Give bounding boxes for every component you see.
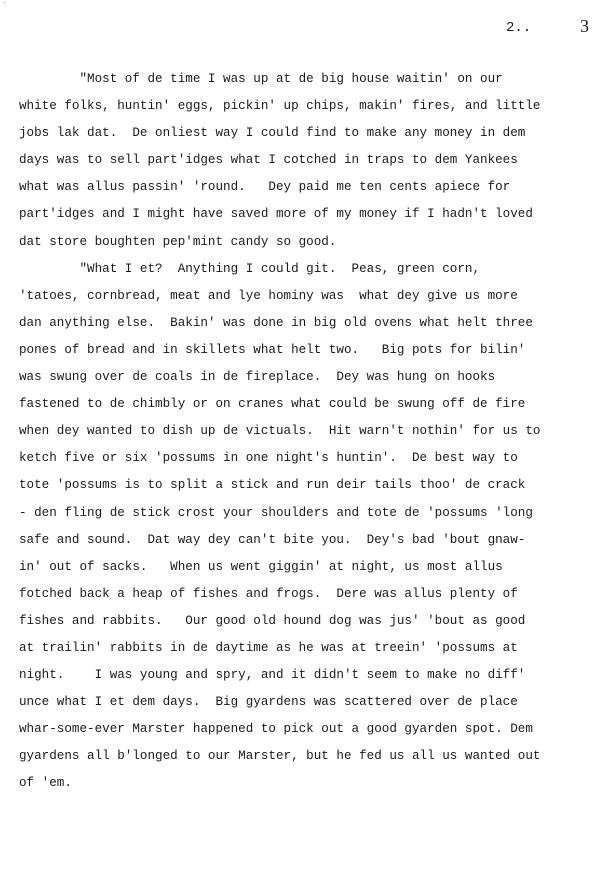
document-body	[19, 66, 579, 798]
text-line: fishes and rabbits. Our good old hound dog was jus' 'bout as good	[19, 613, 526, 628]
text-line: 'tatoes, cornbread, meat and lye hominy was what dey give us more	[19, 288, 518, 303]
text-line: days was to sell part'idges what I cotched in traps to dem Yankees	[19, 153, 518, 168]
text-line: of 'em.	[19, 776, 72, 791]
text-line: ketch five or six 'possums in one night's huntin'. De best way to	[19, 451, 518, 466]
text-line: jobs lak dat. De onliest way I could find to make any money in dem	[19, 126, 526, 141]
text-line: "Most of de time I was up at de big house waitin' on our	[19, 72, 503, 86]
text-line: whar-some-ever Marster happened to pick out a good gyarden spot. Dem	[19, 722, 533, 737]
stray-mark: `	[2, 2, 8, 12]
text-line: dat store boughten pep'mint candy so good.	[19, 234, 337, 249]
text-line: pones of bread and in skillets what helt two. Big pots for bilin'	[19, 342, 526, 357]
text-line: - den fling de stick crost your shoulders and tote de 'possums 'long	[19, 505, 533, 520]
text-line: tote 'possums is to split a stick and run deir tails thoo' de crack	[19, 478, 526, 493]
text-line: night. I was young and spry, and it didn't seem to make no diff'	[19, 668, 526, 683]
page-number-stamp: 3	[580, 16, 589, 36]
text-line: at trailin' rabbits in de daytime as he was at treein' 'possums at	[19, 640, 518, 655]
text-line: unce what I et dem days. Big gyardens was scattered over de place	[19, 695, 518, 710]
text-line: what was allus passin' 'round. Dey paid me ten cents apiece for	[19, 180, 511, 195]
text-line: "What I et? Anything I could git. Peas, green corn,	[19, 261, 481, 276]
text-line: fotched back a heap of fishes and frogs. Dere was allus plenty of	[19, 586, 518, 601]
text-line: fastened to de chimbly or on cranes what could be swung off de fire	[19, 397, 526, 412]
text-line: when dey wanted to dish up de victuals. Hit warn't nothin' for us to	[19, 424, 541, 439]
text-line: gyardens all b'longed to our Marster, but he fed us all us wanted out	[19, 749, 541, 764]
text-line: part'idges and I might have saved more of my money if I hadn't loved	[19, 207, 533, 222]
text-line: dan anything else. Bakin' was done in big old ovens what helt three	[19, 315, 533, 330]
text-line: white folks, huntin' eggs, pickin' up chips, makin' fires, and little	[19, 99, 541, 114]
page-number: 2..	[506, 20, 532, 36]
text-line: was swung over de coals in de fireplace. Dey was hung on hooks	[19, 370, 496, 385]
text-line: safe and sound. Dat way dey can't bite you. Dey's bad 'bout gnaw-	[19, 532, 526, 547]
text-line: in' out of sacks. When us went giggin' at night, us most allus	[19, 559, 503, 574]
